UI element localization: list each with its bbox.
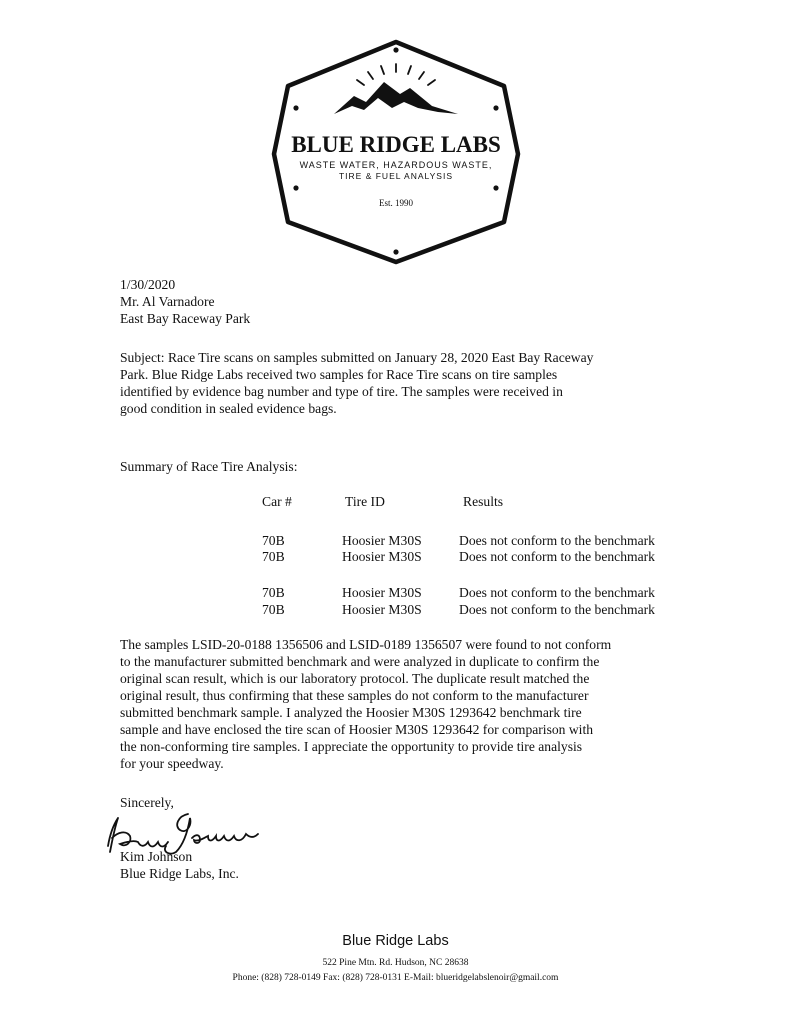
recipient-block [120,276,250,327]
body-line: original scan result, which is our laboratory protocol. The duplicate result matched the [120,671,590,686]
closing-block [120,794,239,882]
row-result: Does not conform to the benchmark [459,602,655,617]
logo-hexagon-icon [268,36,524,266]
logo-tagline-2: TIRE & FUEL ANALYSIS [338,171,454,181]
row-tire: Hoosier M30S [342,549,422,564]
body-line: to the manufacturer submitted benchmark and were analyzed in duplicate to confirm the [120,654,600,669]
header-car: Car # [262,494,292,509]
row-result: Does not conform to the benchmark [459,533,655,548]
recipient-name: Mr. Al Varnadore [120,294,215,309]
row-tire: Hoosier M30S [342,533,422,548]
row-tire: Hoosier M30S [342,585,422,600]
signer-name: Kim Johnson [120,849,193,864]
subject-line: good condition in sealed evidence bags. [120,401,337,416]
body-line: sample and have enclosed the tire scan of Hoosier M30S 1293642 for comparison with [120,722,594,737]
row-car: 70B [262,602,285,617]
footer-address: 522 Pine Mtn. Rd. Hudson, NC 28638 [322,958,469,968]
header-tire: Tire ID [345,494,385,509]
subject-line: identified by evidence bag number and type of tire. The samples were received in [120,384,563,399]
body-line: The samples LSID-20-0188 1356506 and LSID-0189 1356507 were found to not conform [120,637,612,652]
body-line: for your speedway. [120,756,224,771]
subject-line: Park. Blue Ridge Labs received two samples for Race Tire scans on tire samples [120,367,558,382]
body-line: original result, thus confirming that these samples do not conform to the manufacturer [120,688,589,703]
summary-title: Summary of Race Tire Analysis: [120,459,298,474]
footer-org: Blue Ridge Labs [342,933,449,949]
company-logo [268,36,524,266]
subject-line: Subject: Race Tire scans on samples submitted on January 28, 2020 East Bay Raceway [120,350,594,365]
row-car: 70B [262,585,285,600]
signer-org: Blue Ridge Labs, Inc. [120,866,239,881]
header-results: Results [463,494,504,509]
footer-contact: Phone: (828) 728-0149 Fax: (828) 728-0131 E-Mail: blueridgelabslenoir@gmail.com [232,973,559,983]
body-line: submitted benchmark sample. I analyzed the Hoosier M30S 1293642 benchmark tire [120,705,582,720]
row-result: Does not conform to the benchmark [459,585,655,600]
subject-paragraph [120,349,695,417]
row-car: 70B [262,549,285,564]
findings-paragraph [120,636,705,772]
recipient-org: East Bay Raceway Park [120,311,251,326]
logo-name: BLUE RIDGE LABS [291,132,501,157]
body-line: the non-conforming tire samples. I appreciate the opportunity to provide tire analysis [120,739,583,754]
row-result: Does not conform to the benchmark [459,549,655,564]
logo-tagline-1: WASTE WATER, HAZARDOUS WASTE, [299,160,493,170]
logo-established: Est. 1990 [378,198,414,208]
salutation: Sincerely, [120,795,174,810]
row-tire: Hoosier M30S [342,602,422,617]
row-car: 70B [262,533,285,548]
letter-date: 1/30/2020 [120,277,176,292]
